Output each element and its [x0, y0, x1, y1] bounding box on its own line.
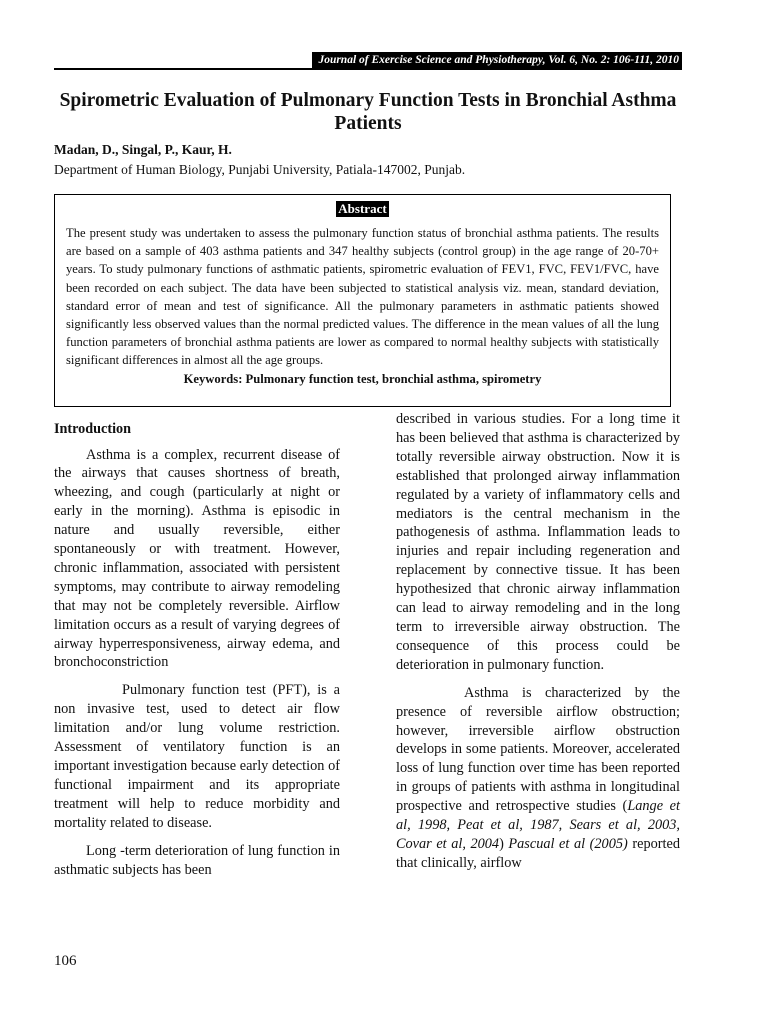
abstract-keywords: Keywords: Pulmonary function test, bronchial asthma, spirometry — [183, 371, 542, 386]
abstract-box — [54, 194, 671, 407]
article-affiliation: Department of Human Biology, Punjabi University, Patiala-147002, Punjab. — [54, 162, 466, 177]
right-column — [396, 410, 680, 873]
introduction-heading: Introduction — [54, 421, 131, 437]
right-paragraph-2 — [396, 684, 680, 873]
journal-header-rule — [54, 52, 682, 70]
page-number: 106 — [54, 953, 77, 969]
right-paragraph-2-end: reported that clinically, airflow — [396, 835, 680, 871]
intro-paragraph-3: Long -term deterioration of lung function in asthmatic subjects has been — [54, 842, 340, 878]
intro-paragraph-1: Asthma is a complex, recurrent disease of the airways that causes shortness of breath, wheezing, and cough (particularly at night or early in the morning). Asthma is episodic in nature and usually reversible, either spontaneously or with treatment. However, chronic inflammation, associated with persistent symptoms, may contribute to airway remodeling that may not be completely reversible. Airflow limitation occurs as a result of varying degrees of airway hyperresponsiveness, airway edema, and bronchoconstriction — [54, 446, 340, 671]
intro-paragraph-2: Pulmonary function test (PFT), is a non invasive test, used to detect air flow limitation and/or lung volume restriction. Assessment of ventilatory function is an important investigation because early detection of functional impairment and its appropriate treatment will help to reduce morbidity and mortality related to disease. — [54, 682, 340, 831]
abstract-heading: Abstract — [338, 201, 387, 216]
citation-pascual: Pascual et al (2005) — [508, 835, 628, 852]
citation-group: Lange et al, 1998, Peat et al, 1987, Sears et al, 2003, Covar et al, 2004 — [396, 798, 680, 852]
article-authors: Madan, D., Singal, P., Kaur, H. — [54, 142, 232, 157]
journal-citation: Journal of Exercise Science and Physiotherapy, Vol. 6, No. 2: 106-111, 2010 — [312, 52, 682, 68]
right-paragraph-1: described in various studies. For a long time it has been believed that asthma is characterized by totally reversible airway obstruction. Now it is established that prolonged airway inflammation regulated by a variety of inflammatory cells and mediators is the central mechanism in the pathogenesis of asthma. Inflammation leads to injuries and repair including regeneration and replacement by connective tissue. It has been hypothesized that chronic airway inflammation can lead to airway remodeling and in the long term to irreversible airway obstruction. The consequence of this process could be deterioration in pulmonary function. — [396, 411, 680, 673]
article-title: Spirometric Evaluation of Pulmonary Function Tests in Bronchial Asthma Patients — [59, 90, 677, 134]
right-paragraph-2-mid: ) — [499, 835, 509, 852]
abstract-text: The present study was undertaken to assess the pulmonary function status of bronchial asthma patients. The results are based on a sample of 403 asthma patients and 347 healthy subjects (control group) in the age range of 20-70+ years. To study pulmonary functions of asthmatic patients, spirometric evaluation of FEV1, FVC, FEV1/FVC, have been recorded on each subject. The data have been subjected to statistical analysis viz. mean, standard deviation, standard error of mean and test of significance. All the pulmonary parameters in asthmatic patients showed significantly less observed values than the normal predicted values. The difference in the mean values of all the lung function parameters of bronchial asthma patients are lower as compared to normal healthy subjects with statistically significant differences in almost all the age groups. — [66, 226, 659, 368]
right-paragraph-2-text: Asthma is characterized by the presence of reversible airflow obstruction; however, irreversible airflow obstruction develops in some patients. Moreover, accelerated loss of lung function over time has been reported in groups of patients with asthma in longitudinal prospective and retrospective studies ( — [396, 684, 680, 815]
left-column — [54, 420, 340, 879]
